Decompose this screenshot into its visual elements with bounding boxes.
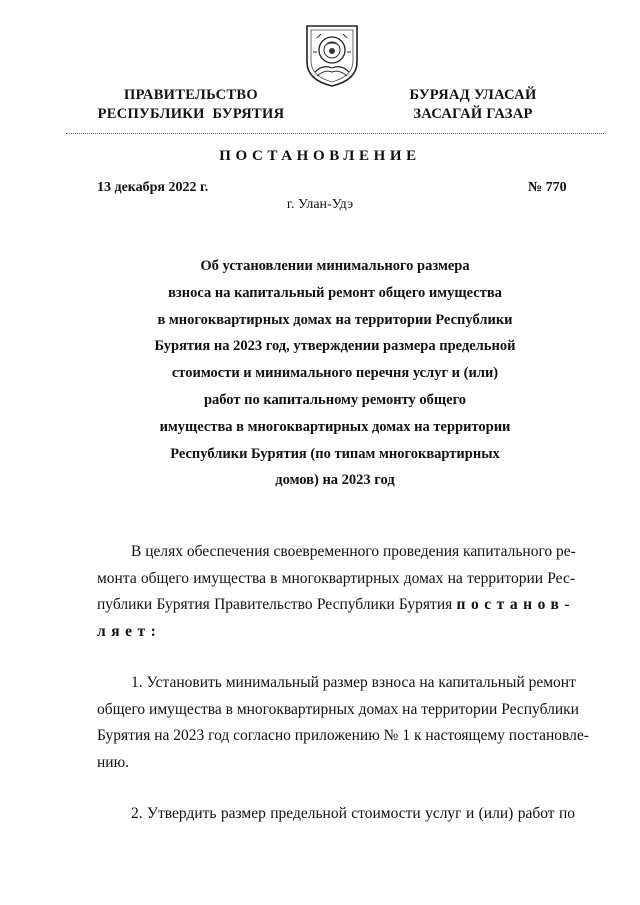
- title-line: имущества в многоквартирных домах на территории: [159, 418, 511, 435]
- header-left-line1: ПРАВИТЕЛЬСТВО: [124, 87, 258, 103]
- title-line: домов) на 2023 год: [275, 472, 395, 489]
- title-line: взноса на капитальный ремонт общего имущества: [168, 284, 502, 301]
- document-type: ПОСТАНОВЛЕНИЕ: [219, 148, 421, 164]
- title-line: Республики Бурятия (по типам многоквартирных: [170, 445, 500, 462]
- item-2-paragraph: [97, 801, 575, 828]
- document-date: 13 декабря 2022 г.: [97, 180, 209, 195]
- body-line: монта общего имущества в многоквартирных домах на территории Рес-: [97, 569, 575, 587]
- coat-of-arms-emblem: [303, 22, 361, 88]
- header-divider: [66, 133, 604, 134]
- government-name-russian: [86, 86, 296, 124]
- header-left-line2: РЕСПУБЛИКИ БУРЯТИЯ: [97, 106, 285, 122]
- title-line: Бурятия на 2023 год, утверждении размера предельной: [154, 338, 516, 355]
- body-line: 2. Утвердить размер предельной стоимости услуг и (или) работ по: [131, 805, 575, 822]
- title-line: стоимости и минимального перечня услуг и (или): [171, 365, 499, 382]
- spaced-resolution-word: постанов-: [456, 596, 575, 613]
- body-line: [97, 619, 575, 646]
- title-line: Об установлении минимального размера: [200, 258, 470, 274]
- government-name-buryat: [388, 86, 558, 124]
- body-line: Бурятия на 2023 год согласно приложению № 1 к настоящему постановле-: [97, 727, 589, 744]
- title-line: работ по капитальному ремонту общего: [203, 391, 467, 408]
- document-title: [120, 253, 550, 494]
- header-right-line1: БУРЯАД УЛАСАЙ: [409, 87, 537, 103]
- header-right-line2: ЗАСАГАЙ ГАЗАР: [413, 106, 533, 122]
- body-text: публики Бурятия Правительство Республики Бурятия: [97, 596, 457, 613]
- body-line: нию.: [97, 753, 130, 771]
- body-line: 1. Установить минимальный размер взноса на капитальный ремонт: [131, 674, 576, 691]
- body-line: общего имущества в многоквартирных домах на территории Республики: [97, 700, 579, 718]
- body-line: [97, 592, 575, 619]
- preamble-paragraph: [97, 539, 575, 645]
- document-city: г. Улан-Удэ: [286, 197, 354, 212]
- spaced-resolution-word-end: ляет:: [97, 622, 162, 640]
- body-line: В целях обеспечения своевременного проведения капитального ре-: [131, 543, 576, 560]
- title-line: в многоквартирных домах на территории Республики: [157, 311, 513, 328]
- item-1-paragraph: [97, 670, 589, 776]
- document-number: № 770: [528, 180, 567, 195]
